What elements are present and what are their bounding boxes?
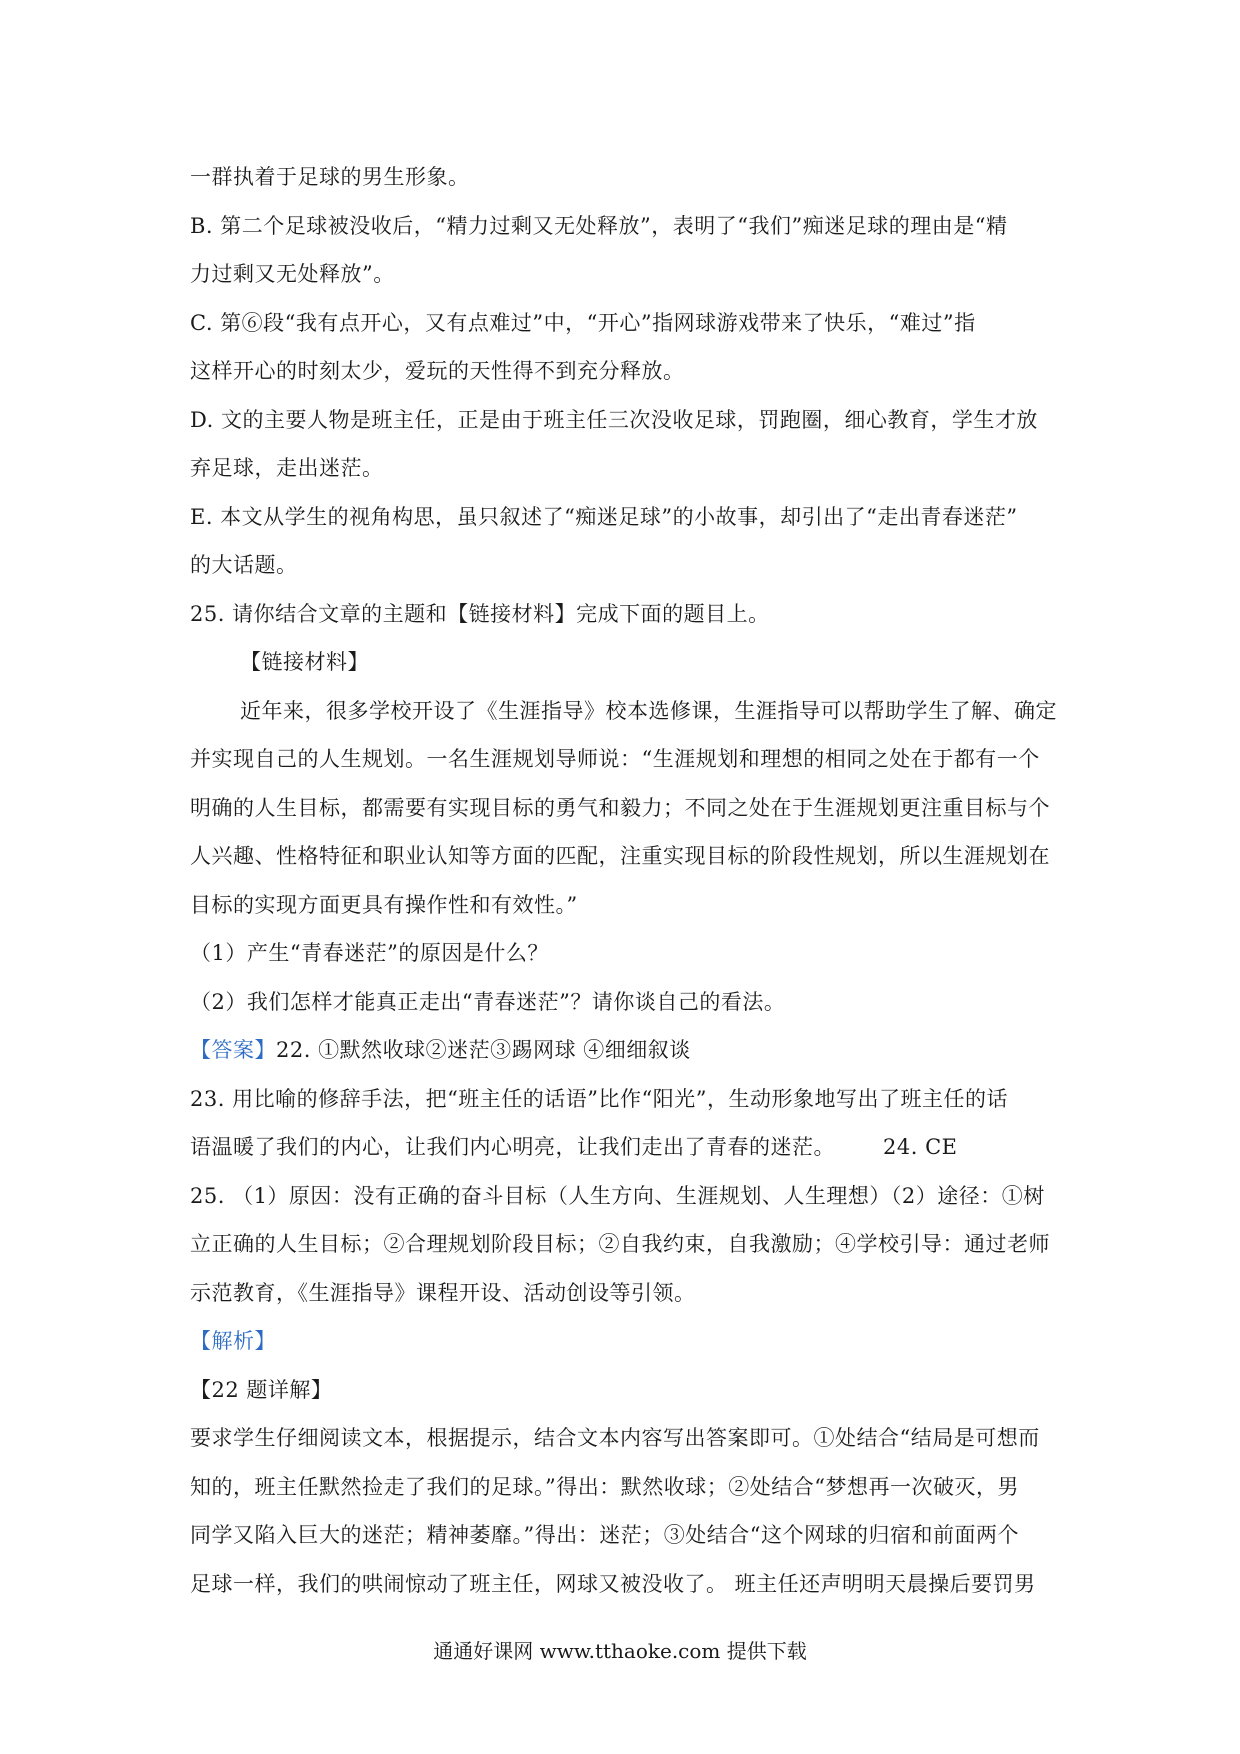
text-line: 目标的实现方面更具有操作性和有效性。”	[190, 893, 578, 917]
analysis-label: 【解析】	[190, 1329, 276, 1353]
question-25: 25. 请你结合文章的主题和【链接材料】完成下面的题目上。	[190, 602, 770, 626]
analysis-line: 知的，班主任默然捡走了我们的足球。”得出：默然收球；②处结合“梦想再一次破灭，男	[190, 1475, 1019, 1499]
text-line: 明确的人生目标，都需要有实现目标的勇气和毅力；不同之处在于生涯规划更注重目标与个	[190, 796, 1050, 820]
answer-line	[190, 1035, 1070, 1065]
text-line: 的大话题。	[190, 553, 298, 577]
analysis-line: 同学又陷入巨大的迷茫；精神萎靡。”得出：迷茫；③处结合“这个网球的归宿和前面两个	[190, 1523, 1019, 1547]
answer-25-line1: 25. （1）原因：没有正确的奋斗目标（人生方向、生涯规划、人生理想）（2）途径：①树	[190, 1184, 1045, 1208]
sub-question-1: （1）产生“青春迷茫”的原因是什么？	[190, 941, 549, 965]
text-line: B. 第二个足球被没收后，“精力过剩又无处释放”，表明了“我们”痴迷足球的理由是“精	[190, 214, 1008, 238]
text-line: 弃足球，走出迷茫。	[190, 456, 384, 480]
text-line: E. 本文从学生的视角构思，虽只叙述了“痴迷足球”的小故事，却引出了“走出青春迷茫”	[190, 505, 1018, 529]
text-line: 人兴趣、性格特征和职业认知等方面的匹配，注重实现目标的阶段性规划，所以生涯规划在	[190, 844, 1050, 868]
text-line: 这样开心的时刻太少，爱玩的天性得不到充分释放。	[190, 359, 685, 383]
answer-24: 24. CE	[883, 1135, 958, 1159]
link-material-heading: 【链接材料】	[240, 650, 369, 674]
answer-25-line3: 示范教育，《生涯指导》课程开设、活动创设等引领。	[190, 1281, 696, 1305]
answer-23-line2	[190, 1132, 1070, 1162]
text-line: D. 文的主要人物是班主任，正是由于班主任三次没收足球，罚跑圈，细心教育，学生才放	[190, 408, 1038, 432]
answer-23-line1: 23. 用比喻的修辞手法，把“班主任的话语”比作“阳光”，生动形象地写出了班主任的话	[190, 1087, 1009, 1111]
answer-label: 【答案】	[190, 1038, 276, 1062]
text-line: 一群执着于足球的男生形象。	[190, 165, 470, 189]
answer-22: 22. ①默然收球②迷茫③踢网球 ④细细叙谈	[276, 1038, 691, 1062]
answer-25-line2: 立正确的人生目标；②合理规划阶段目标；②自我约束，自我激励；④学校引导：通过老师	[190, 1232, 1050, 1256]
text-line: C. 第⑥段“我有点开心，又有点难过”中，“开心”指网球游戏带来了快乐，“难过”指	[190, 311, 976, 335]
answer-23-text: 语温暖了我们的内心，让我们内心明亮，让我们走出了青春的迷茫。	[190, 1135, 835, 1159]
analysis-line: 要求学生仔细阅读文本，根据提示，结合文本内容写出答案即可。①处结合“结局是可想而	[190, 1426, 1040, 1450]
text-line: 并实现自己的人生规划。一名生涯规划导师说：“生涯规划和理想的相同之处在于都有一个	[190, 747, 1040, 771]
text-line: 力过剩又无处释放”。	[190, 262, 395, 286]
analysis-22-heading: 【22 题详解】	[190, 1378, 333, 1402]
text-line: 近年来，很多学校开设了《生涯指导》校本选修课，生涯指导可以帮助学生了解、确定	[240, 699, 1057, 723]
analysis-line: 足球一样，我们的哄闹惊动了班主任，网球又被没收了。 班主任还声明明天晨操后要罚男	[190, 1572, 1036, 1596]
page-footer: 通通好课网 www.tthaoke.com 提供下载	[433, 1639, 807, 1663]
sub-question-2: （2）我们怎样才能真正走出“青春迷茫”？请你谈自己的看法。	[190, 990, 786, 1014]
